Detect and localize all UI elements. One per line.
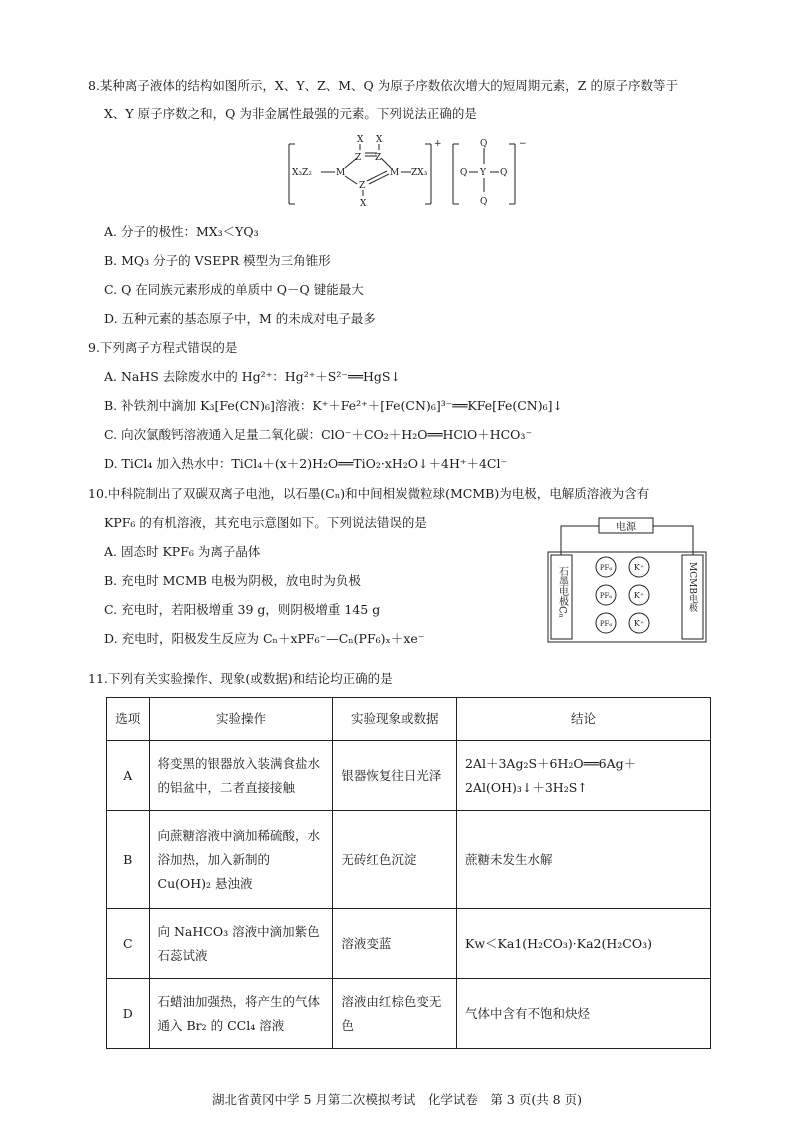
struct-charge-negative: − bbox=[519, 139, 527, 149]
struct-atom-x-2: X bbox=[376, 135, 383, 145]
battery-anion-2: PF₆ bbox=[599, 592, 613, 600]
ionic-liquid-structure bbox=[283, 130, 541, 210]
q8-option-b: B. MQ₃ 分子的 VSEPR 模型为三角锥形 bbox=[104, 253, 331, 268]
struct-left-group: X₃Z₂ bbox=[292, 168, 312, 178]
q8-stem-line1: 8.某种离子液体的结构如图所示，X、Y、Z、M、Q 为原子序数依次增大的短周期元素，Z 的原子序数等于 bbox=[88, 78, 678, 93]
q9-option-b: B. 补铁剂中滴加 K₃[Fe(CN)₆]溶液：K⁺＋Fe²⁺＋[Fe(CN)₆]³⁻══KFe[Fe(CN)₆]↓ bbox=[104, 398, 563, 413]
struct-atom-z-2: Z bbox=[375, 153, 382, 163]
q9-option-c: C. 向次氯酸钙溶液通入足量二氧化碳：ClO⁻＋CO₂＋H₂O══HClO＋HCO₃⁻ bbox=[104, 427, 533, 442]
q8-option-c: C. Q 在同族元素形成的单质中 Q－Q 键能最大 bbox=[104, 282, 364, 297]
struct-atom-q-right: Q bbox=[500, 168, 508, 178]
battery-left-electrode-label: 石墨电极Cₙ bbox=[556, 566, 568, 618]
table-cell-operation: 向蔗糖溶液中滴加稀硫酸，水浴加热，加入新制的 Cu(OH)₂ 悬浊液 bbox=[149, 811, 333, 909]
table-header-row bbox=[107, 698, 711, 741]
q10-option-a: A. 固态时 KPF₆ 为离子晶体 bbox=[104, 544, 261, 559]
q10-stem-line2: KPF₆ 的有机溶液，其充电示意图如下。下列说法错误的是 bbox=[104, 515, 427, 530]
q9-option-a: A. NaHS 去除废水中的 Hg²⁺：Hg²⁺＋S²⁻══HgS↓ bbox=[104, 369, 401, 384]
battery-cation-1: K⁺ bbox=[633, 563, 645, 572]
battery-cation-3: K⁺ bbox=[633, 619, 645, 628]
table-header-operation: 实验操作 bbox=[149, 698, 333, 741]
struct-atom-x-1: X bbox=[357, 135, 364, 145]
struct-right-group: ZX₃ bbox=[411, 168, 428, 178]
q10-option-d: D. 充电时，阳极发生反应为 Cₙ＋xPF₆⁻—Cₙ(PF₆)ₓ＋xe⁻ bbox=[104, 631, 425, 646]
struct-atom-q-bottom: Q bbox=[480, 197, 488, 207]
q10-stem-line1: 10.中科院制出了双碳双离子电池，以石墨(Cₙ)和中间相炭微粒球(MCMB)为电极，电解质溶液为含有 bbox=[88, 486, 650, 501]
q11-table bbox=[106, 697, 711, 1049]
battery-right-electrode-label: MCMB电极 bbox=[687, 562, 697, 612]
table-cell-option: C bbox=[107, 909, 150, 979]
q9-option-d: D. TiCl₄ 加入热水中：TiCl₄＋(x＋2)H₂O══TiO₂·xH₂O↓＋4H⁺＋4Cl⁻ bbox=[104, 456, 508, 471]
table-row bbox=[107, 811, 711, 909]
table-cell-operation: 石蜡油加强热，将产生的气体通入 Br₂ 的 CCl₄ 溶液 bbox=[149, 979, 333, 1049]
struct-atom-m-left: M bbox=[336, 168, 346, 178]
q10-option-b: B. 充电时 MCMB 电极为阴极，放电时为负极 bbox=[104, 573, 361, 588]
table-cell-conclusion: 气体中含有不饱和炔烃 bbox=[456, 979, 710, 1049]
struct-charge-positive: + bbox=[434, 139, 442, 149]
table-cell-operation: 将变黑的银器放入装满食盐水的铝盆中，二者直接接触 bbox=[149, 741, 333, 811]
table-header-conclusion: 结论 bbox=[456, 698, 710, 741]
table-cell-observation: 无砖红色沉淀 bbox=[333, 811, 457, 909]
page-footer: 湖北省黄冈中学 5 月第二次模拟考试 化学试卷 第 3 页(共 8 页) bbox=[212, 1092, 582, 1107]
table-cell-option: D bbox=[107, 979, 150, 1049]
table-cell-option: B bbox=[107, 811, 150, 909]
battery-diagram bbox=[547, 516, 707, 644]
q8-stem-line2: X、Y 原子序数之和，Q 为非金属性最强的元素。下列说法正确的是 bbox=[104, 106, 477, 121]
struct-atom-z-3: Z bbox=[359, 181, 366, 191]
q10-option-c: C. 充电时，若阳极增重 39 g，则阴极增重 145 g bbox=[104, 602, 381, 617]
table-cell-operation: 向 NaHCO₃ 溶液中滴加紫色石蕊试液 bbox=[149, 909, 333, 979]
table-row bbox=[107, 741, 711, 811]
table-header-option: 选项 bbox=[107, 698, 150, 741]
table-cell-conclusion: Kw＜Ka1(H₂CO₃)·Ka2(H₂CO₃) bbox=[456, 909, 710, 979]
q9-stem: 9.下列离子方程式错误的是 bbox=[88, 340, 238, 355]
table-header-observation: 实验现象或数据 bbox=[333, 698, 457, 741]
struct-atom-m-right: M bbox=[390, 168, 400, 178]
table-row bbox=[107, 979, 711, 1049]
table-cell-observation: 银器恢复往日光泽 bbox=[333, 741, 457, 811]
q8-option-a: A. 分子的极性：MX₃＜YQ₃ bbox=[104, 224, 259, 239]
struct-atom-y: Y bbox=[480, 168, 486, 178]
battery-anion-3: PF₆ bbox=[599, 620, 613, 628]
table-cell-observation: 溶液变蓝 bbox=[333, 909, 457, 979]
table-cell-option: A bbox=[107, 741, 150, 811]
struct-atom-x-3: X bbox=[360, 199, 367, 209]
battery-cation-2: K⁺ bbox=[633, 591, 645, 600]
struct-atom-q-left: Q bbox=[460, 168, 468, 178]
q8-option-d: D. 五种元素的基态原子中，M 的未成对电子最多 bbox=[104, 311, 376, 326]
struct-atom-q-top: Q bbox=[480, 139, 488, 149]
battery-anion-1: PF₆ bbox=[599, 564, 613, 572]
table-cell-conclusion: 2Al＋3Ag₂S＋6H₂O══6Ag＋2Al(OH)₃↓＋3H₂S↑ bbox=[456, 741, 710, 811]
table-cell-conclusion: 蔗糖未发生水解 bbox=[456, 811, 710, 909]
battery-power-label: 电源 bbox=[616, 522, 636, 533]
table-cell-observation: 溶液由红棕色变无色 bbox=[333, 979, 457, 1049]
q11-stem: 11.下列有关实验操作、现象(或数据)和结论均正确的是 bbox=[88, 671, 393, 686]
table-row bbox=[107, 909, 711, 979]
struct-atom-z-1: Z bbox=[355, 153, 362, 163]
